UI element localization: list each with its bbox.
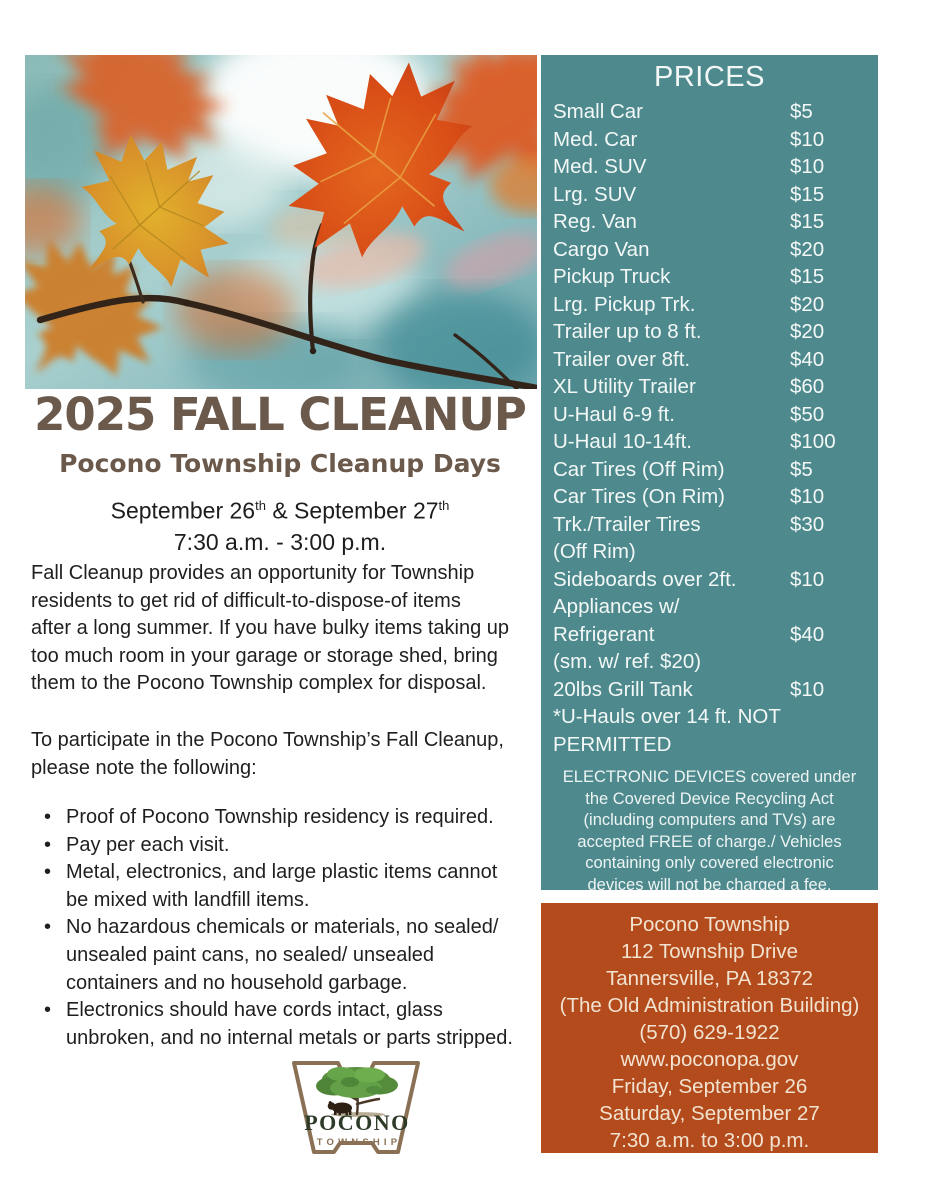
electronics-note-line: containing only covered electronic bbox=[585, 854, 834, 873]
price-row bbox=[553, 208, 866, 236]
price-item-label: *U-Hauls over 14 ft. NOT bbox=[553, 705, 781, 728]
price-item-value: $20 bbox=[790, 237, 825, 261]
pocono-township-logo bbox=[286, 1056, 428, 1168]
price-item-label: (sm. w/ ref. $20) bbox=[553, 650, 702, 673]
price-row bbox=[553, 621, 866, 649]
price-item-label: Trailer over 8ft. bbox=[553, 347, 691, 371]
participate-line: please note the following: bbox=[31, 756, 257, 779]
electronics-note-line: devices will not be charged a fee. bbox=[587, 875, 832, 894]
price-item-label: Car Tires (Off Rim) bbox=[553, 457, 725, 481]
contact-line: Pocono Township bbox=[629, 913, 790, 936]
price-row bbox=[553, 401, 866, 429]
bullet-marker: • bbox=[44, 916, 52, 939]
price-item-label: (Off Rim) bbox=[553, 540, 636, 563]
list-item bbox=[44, 970, 549, 998]
bullet-text: Proof of Pocono Township residency is required. bbox=[66, 806, 494, 828]
price-row bbox=[553, 428, 866, 456]
price-row bbox=[553, 593, 866, 621]
price-item-label: Cargo Van bbox=[553, 237, 650, 261]
price-item-value: $5 bbox=[790, 100, 813, 123]
price-row bbox=[553, 373, 866, 401]
price-row bbox=[553, 153, 866, 181]
electronics-note-line: the Covered Device Recycling Act bbox=[585, 789, 834, 808]
price-item-label: U-Haul 10-14ft. bbox=[553, 430, 693, 453]
price-item-label: Car Tires (On Rim) bbox=[553, 485, 725, 508]
price-row bbox=[553, 703, 866, 731]
bullet-marker: • bbox=[44, 999, 52, 1022]
intro-line: them to the Pocono Township complex for disposal. bbox=[31, 672, 487, 695]
bullet-marker: • bbox=[44, 861, 52, 884]
price-row bbox=[553, 538, 866, 566]
intro-line: too much room in your garage or storage shed, bring bbox=[31, 644, 498, 667]
price-item-label: Lrg. Pickup Trk. bbox=[553, 292, 696, 316]
contact-line: 112 Township Drive bbox=[620, 940, 798, 963]
intro-line: after a long summer. If you have bulky items taking up bbox=[31, 617, 510, 640]
price-item-label: Trailer up to 8 ft. bbox=[553, 320, 702, 343]
price-item-value: $60 bbox=[790, 375, 825, 398]
event-time-line: 7:30 a.m. - 3:00 p.m. bbox=[173, 528, 387, 555]
list-item bbox=[44, 997, 549, 1025]
event-dates bbox=[20, 490, 540, 558]
price-row bbox=[553, 566, 866, 594]
price-item-label: Lrg. SUV bbox=[553, 182, 637, 206]
bullet-text: No hazardous chemicals or materials, no sealed/ bbox=[66, 916, 499, 939]
bullet-text: Electronics should have cords intact, glass bbox=[66, 999, 443, 1022]
price-item-label: Small Car bbox=[553, 100, 643, 123]
contact-line: www.poconopa.gov bbox=[620, 1048, 799, 1071]
contact-line: Tannersville, PA 18372 bbox=[605, 967, 814, 990]
list-item bbox=[44, 832, 549, 860]
list-item bbox=[44, 1025, 549, 1053]
price-item-value: $20 bbox=[790, 292, 825, 316]
price-item-label: Med. Car bbox=[553, 127, 638, 151]
price-row bbox=[553, 456, 866, 484]
price-item-value: $15 bbox=[790, 210, 825, 233]
bullet-marker bbox=[44, 970, 66, 998]
contact-line: Saturday, September 27 bbox=[599, 1102, 820, 1125]
page-subtitle: Pocono Township Cleanup Days bbox=[59, 449, 501, 478]
price-item-value: $20 bbox=[790, 320, 825, 343]
price-item-label: U-Haul 6-9 ft. bbox=[553, 402, 675, 426]
price-item-value: $10 bbox=[790, 127, 825, 151]
bullet-marker: • bbox=[44, 833, 52, 856]
price-item-value: $50 bbox=[790, 402, 825, 426]
price-row bbox=[553, 318, 866, 346]
page-title: 2025 FALL CLEANUP bbox=[34, 388, 526, 441]
price-row bbox=[553, 98, 866, 126]
bullet-marker bbox=[44, 942, 66, 970]
bullet-text: containers and no household garbage. bbox=[66, 971, 408, 994]
price-row bbox=[553, 648, 866, 676]
list-item bbox=[44, 859, 549, 887]
bullet-marker bbox=[44, 887, 66, 915]
price-row bbox=[553, 511, 866, 539]
price-item-label: Pickup Truck bbox=[553, 265, 671, 288]
price-item-value: $40 bbox=[790, 622, 825, 646]
price-item-value: $5 bbox=[790, 457, 813, 481]
list-item bbox=[44, 887, 549, 915]
logo-wordmark: POCONO bbox=[304, 1110, 410, 1135]
event-date-line: September 26th & September 27th bbox=[110, 497, 450, 524]
price-row bbox=[553, 346, 866, 374]
list-item bbox=[44, 914, 549, 942]
price-item-label: XL Utility Trailer bbox=[553, 375, 696, 398]
price-item-value: $40 bbox=[790, 347, 825, 371]
rules-bullet-list bbox=[44, 804, 549, 1052]
price-row bbox=[553, 236, 866, 264]
price-item-label: Med. SUV bbox=[553, 155, 647, 178]
price-item-label: Trk./Trailer Tires bbox=[553, 512, 701, 536]
price-row bbox=[553, 126, 866, 154]
bullet-text: unsealed paint cans, no sealed/ unsealed bbox=[66, 943, 435, 966]
price-row bbox=[553, 676, 866, 704]
electronics-note bbox=[553, 767, 866, 897]
contact-panel bbox=[541, 903, 878, 1153]
list-item bbox=[44, 942, 549, 970]
contact-line: 7:30 a.m. to 3:00 p.m. bbox=[609, 1129, 810, 1152]
price-item-label: Reg. Van bbox=[553, 210, 637, 233]
price-row bbox=[553, 291, 866, 319]
price-item-label: PERMITTED bbox=[553, 732, 672, 756]
price-item-label: Sideboards over 2ft. bbox=[553, 567, 737, 591]
bullet-text: Pay per each visit. bbox=[66, 833, 230, 856]
price-item-value: $10 bbox=[790, 567, 825, 591]
contact-line: Friday, September 26 bbox=[611, 1075, 808, 1098]
bullet-text: Metal, electronics, and large plastic items cannot bbox=[66, 861, 498, 884]
bullet-marker bbox=[44, 1025, 66, 1053]
price-item-value: $30 bbox=[790, 512, 825, 536]
prices-heading: PRICES bbox=[654, 61, 765, 93]
contact-line: (The Old Administration Building) bbox=[559, 994, 860, 1017]
price-item-value: $15 bbox=[790, 265, 825, 288]
bullet-text: be mixed with landfill items. bbox=[66, 888, 310, 911]
contact-line: (570) 629-1922 bbox=[639, 1021, 780, 1044]
fall-leaves-photo bbox=[25, 55, 537, 389]
price-item-value: $100 bbox=[790, 430, 836, 453]
electronics-note-line: ELECTRONIC DEVICES covered under bbox=[562, 768, 857, 786]
price-item-value: $10 bbox=[790, 485, 825, 508]
price-item-label: Refrigerant bbox=[553, 622, 655, 646]
price-row bbox=[553, 263, 866, 291]
electronics-note-line: accepted FREE of charge./ Vehicles bbox=[577, 832, 842, 851]
price-row bbox=[553, 731, 866, 759]
price-list bbox=[553, 98, 866, 758]
price-item-value: $10 bbox=[790, 677, 825, 701]
price-item-label: Appliances w/ bbox=[553, 595, 680, 618]
prices-panel bbox=[541, 55, 878, 894]
price-item-label: 20lbs Grill Tank bbox=[553, 677, 693, 701]
participate-paragraph bbox=[31, 727, 551, 782]
list-item bbox=[44, 804, 549, 832]
price-row bbox=[553, 483, 866, 511]
intro-line: Fall Cleanup provides an opportunity for Township bbox=[31, 562, 475, 584]
electronics-note-line: (including computers and TVs) are bbox=[583, 811, 836, 830]
participate-line: To participate in the Pocono Township’s Fall Cleanup, bbox=[31, 729, 504, 751]
bullet-text: unbroken, and no internal metals or parts stripped. bbox=[66, 1026, 513, 1049]
intro-paragraph bbox=[31, 560, 551, 698]
price-item-value: $15 bbox=[790, 182, 825, 206]
bullet-marker: • bbox=[44, 806, 52, 828]
price-row bbox=[553, 181, 866, 209]
logo-subwordmark: TOWNSHIP bbox=[316, 1137, 402, 1148]
price-item-value: $10 bbox=[790, 155, 825, 178]
intro-line: residents to get rid of difficult-to-dispose-of items bbox=[31, 589, 461, 612]
